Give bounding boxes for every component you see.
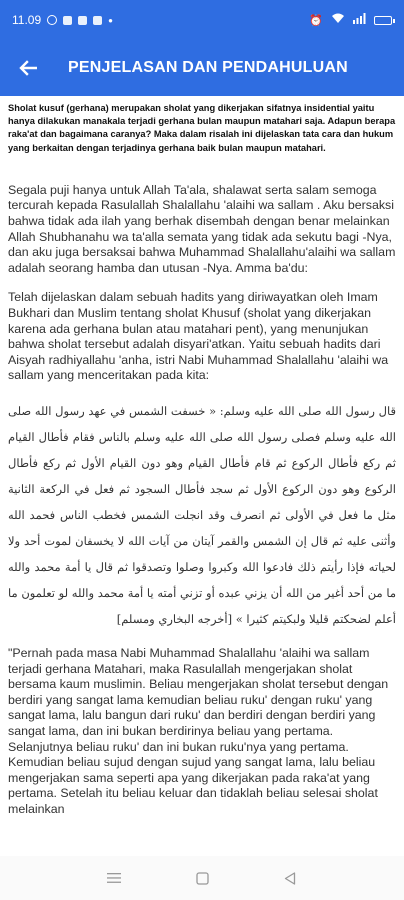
system-nav-bar: [0, 856, 404, 900]
back-triangle-icon: [284, 872, 296, 885]
article-summary: Sholat kusuf (gerhana) merupakan sholat yang dikerjakan sifatnya insidential yaitu hanya dilakukan manakala terjadi gerhana bulan maupun matahari saja. Adapun berapa raka'at dan bagaimana caranya? Maka dalam risalah ini dijelaskan tata cara dan hukum yang berkaitan dengan terjadinya gerhana baik bulan maupun matahari.: [8, 103, 396, 153]
hadith-intro-paragraph: Telah dijelaskan dalam sebuah hadits yang diriwayatkan oleh Imam Bukhari dan Muslim tentang sholat Khusuf (sholat yang dikerjakan karena ada gerhana bulan atau matahari pent), yang menunjukan bahwa sholat tersebut adalah disyari'atkan. Yaitu sebuah hadits dari Aisyah radhiyallahu 'anha, istri Nabi Muhammad Shalallahu 'alaihi wa sallam yang menceritakan pada kita:: [8, 290, 389, 383]
arabic-hadith-text: قال رسول الله صلى الله عليه وسلم: « خسفت الشمس في عهد رسول الله صلى الله عليه وسلم فصلى رسول الله صلى الله عليه وسلم بالناس فقام فأطال القيام ثم ركع فأطال الركوع ثم قام فأطال القيام وهو دون القيام الأول ثم ركع فأطال الركوع وهو دون الركوع الأول ثم سجد فأطال السجود ثم فعل في الركعة الثانية مثل ما فعل في الأولى ثم انصرف وقد انجلت الشمس فخطب الناس فحمد الله وأثنى عليه ثم قال إن الشمس والقمر آيتان من آيات الله لا يخسفان لموت أحد ولا لحياته فإذا رأيتم ذلك فادعوا الله وكبروا وصلوا وتصدقوا ثم قال يا أمة محمد والله ما من أحد أغير من الله أن يزني عبده أو تزني أمته يا أمة محمد والله لو تعلمون ما أعلم لضحكتم قليلا ولبكيتم كثيرا » [أخرجه البخاري ومسلم]: [8, 403, 396, 626]
app-notification-icon: [78, 16, 87, 25]
recent-apps-button[interactable]: [99, 863, 129, 893]
signal-icon: [353, 13, 366, 27]
battery-icon: [374, 16, 392, 25]
home-button[interactable]: [187, 863, 217, 893]
arrow-left-icon: [19, 60, 37, 76]
alarm-icon: ⏰: [309, 14, 323, 27]
back-button[interactable]: [0, 40, 56, 96]
intro-paragraph: Segala puji hanya untuk Allah Ta'ala, shalawat serta salam semoga tercurah kepada Rasulallah Shalallahu 'alaihi wa sallam . Aku bersaksi bahwa tidak ada ilah yang berhak disembah dengan benar melainkan Allah Shubhanahu wa ta'alla semata yang tidak ada sekutu bagi -Nya, dan aku juga bersaksai bahwa Muhammad Shalallahu'alaihi wa sallam adalah seorang hamba dan utusan -Nya. Amma ba'du:: [8, 182, 396, 275]
app-bar: [0, 40, 404, 96]
article-content[interactable]: [0, 96, 404, 856]
wifi-icon: [331, 13, 345, 27]
status-bar: [0, 0, 404, 40]
app-notification-icon: [63, 16, 72, 25]
hadith-translation: "Pernah pada masa Nabi Muhammad Shalallahu 'alaihi wa sallam terjadi gerhana Matahari, maka Rasulallah mengerjakan sholat bersama kaum muslimin. Beliau mengerjakan sholat tersebut dengan berdiri yang sangat lama kemudian beliau ruku' dengan ruku' yang sangat lama, lalu bangun dari ruku' dan berdiri dengan berdiri yang sangat lama, dan ini bukan berdirinya beliau yang pertama. Selanjutnya beliau ruku' dan ini bukan ruku'nya yang pertama. Kemudian beliau sujud dengan sujud yang sangat lama, lalu beliau mengerjakan sama seperti apa yang dikerjakan pada raka'at yang pertama. Setelah itu beliau keluar dan tidaklah beliau selesai sholat melainkan: [8, 645, 389, 816]
home-square-icon: [196, 872, 209, 885]
notification-icon: [47, 15, 57, 25]
dot-indicator-icon: ●: [108, 15, 113, 25]
page-title: PENJELASAN DAN PENDAHULUAN: [68, 59, 348, 76]
menu-icon: [107, 872, 121, 884]
status-time: 11.09: [12, 13, 42, 27]
back-nav-button[interactable]: [275, 863, 305, 893]
android-icon: [93, 16, 102, 25]
